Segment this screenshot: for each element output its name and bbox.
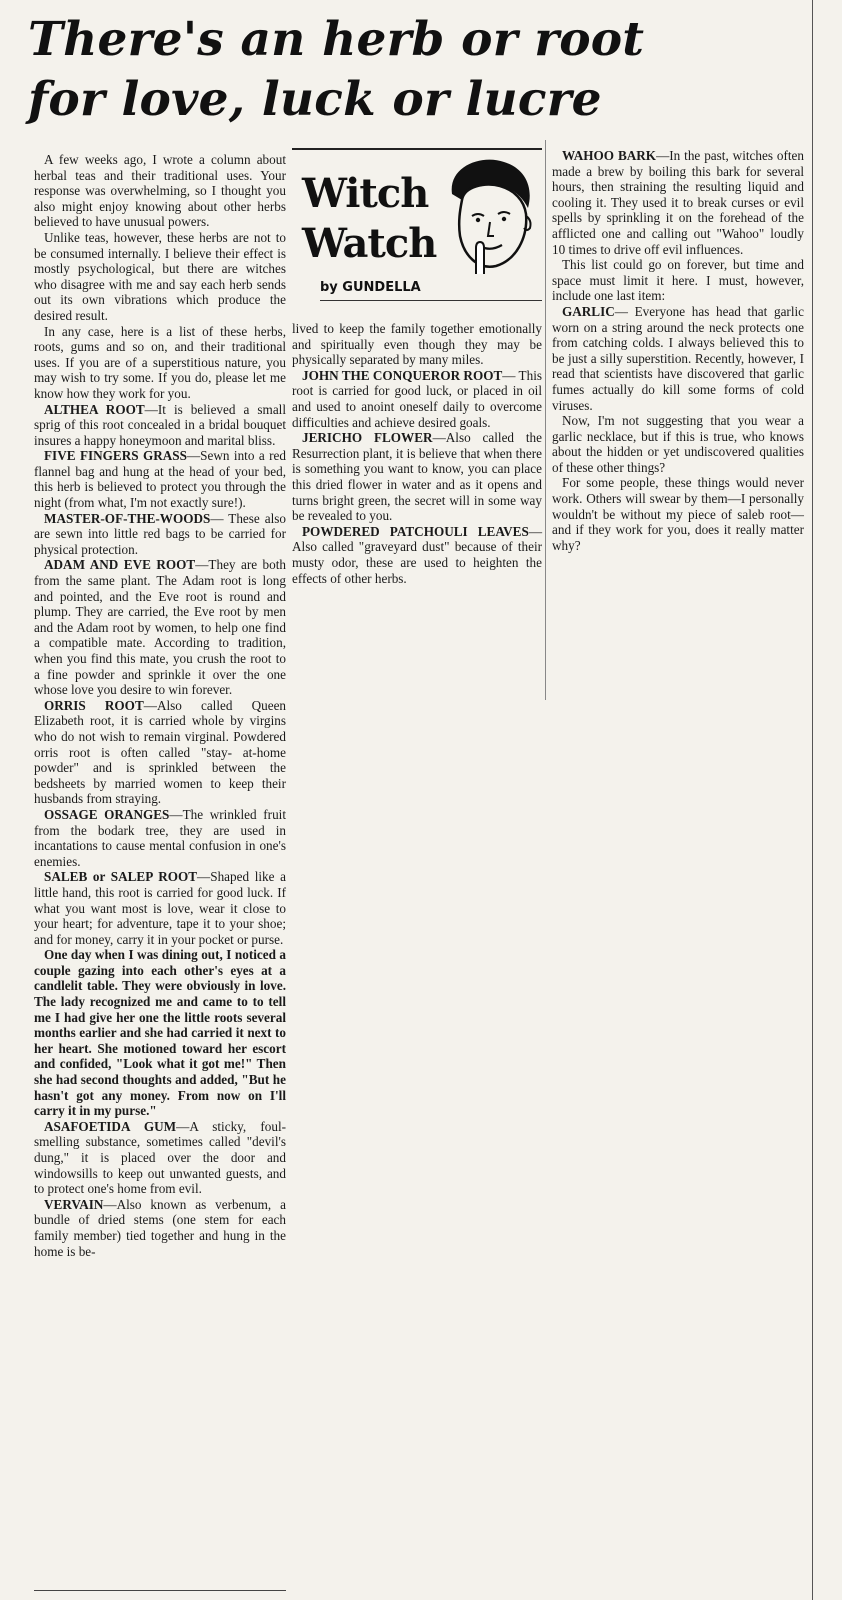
paragraph (34, 557, 286, 697)
paragraph (552, 413, 804, 475)
paragraph (292, 321, 542, 368)
paragraph-text: — Everyone has head that garlic worn on a string around the neck protects one from catching colds. I always believed this to be just a silly superstition. Recently, however, I read that scientists have discovered that garlic fumes actually do kill some forms of cold viruses. (552, 303, 804, 413)
paragraph (292, 524, 542, 586)
entry-heading: GARLIC (562, 303, 615, 319)
article-column-2 (292, 321, 542, 586)
paragraph (34, 947, 286, 1119)
paragraph-text: A few weeks ago, I wrote a column about herbal teas and their traditional uses. Your response was overwhelming, so I thought you also might enjoy knowing about other herbs believed to have unusual powers. (34, 152, 286, 230)
paragraph (34, 807, 286, 869)
entry-heading: POWDERED PATCHOULI LEAVES (302, 523, 529, 539)
paragraph-text: —Also called the Resurrection plant, it is believe that when there is something you want to know, you can place this dried flower in water and as it opens and turns bright green, the secret will in some way be revealed to you. (292, 430, 543, 524)
entry-heading: VERVAIN (44, 1196, 104, 1212)
headline-line-2: for love, luck or lucre (28, 72, 602, 127)
paragraph (552, 304, 804, 413)
logo-byline-rule (320, 300, 542, 301)
paragraph (34, 402, 286, 449)
woman-portrait-icon (442, 156, 537, 276)
entry-heading: JOHN THE CONQUEROR ROOT (302, 367, 503, 383)
paragraph (34, 324, 286, 402)
entry-heading: FIVE FINGERS GRASS (44, 448, 187, 464)
paragraph-text: For some people, these things would never work. Others will swear by them—I personally wouldn't be without my piece of saleb root—and if they work for you, does it really matter why? (552, 475, 804, 553)
paragraph-text: —Also known as verbenum, a bundle of dried stems (one stem for each family member) tied together and hung in the home is be- (34, 1196, 286, 1259)
paragraph (34, 511, 286, 558)
entry-heading: ORRIS ROOT (44, 697, 144, 713)
logo-top-rule (292, 148, 542, 150)
paragraph-text: —They are both from the same plant. The Adam root is long and pointed, and the Eve root is round and plump. They are carried, the Eve root by men and the Adam root by women, to help one find a compatible mate. According to tradition, when you find this mate, you crush the root to a fine powder and sprinkle it over the one whose love you desire to win forever. (34, 557, 287, 698)
paragraph-text: —The wrinkled fruit from the bodark tree, they are used in incantations to cause mental confusion in one's enemies. (34, 806, 286, 869)
entry-heading: WAHOO BARK (562, 148, 657, 163)
entry-heading: ASAFOETIDA GUM (44, 1118, 177, 1134)
paragraph (34, 448, 286, 510)
entry-heading: SALEB or SALEP ROOT (44, 869, 198, 885)
paragraph-text: —A sticky, foul-smelling substance, sometimes called "devil's dung," it is placed over the door and windowsills to keep out unwanted guests, and to protect one's home from evil. (34, 1118, 286, 1197)
headline (28, 10, 788, 130)
paragraph-text: In any case, here is a list of these herbs, roots, gums and so on, and their traditional uses. If you are of a superstitious nature, you may wish to try some. If you do, please let me know how they work for you. (34, 323, 286, 401)
column-end-rule (34, 1590, 286, 1591)
paragraph (34, 152, 286, 230)
entry-heading: ADAM AND EVE ROOT (44, 557, 196, 573)
paragraph (34, 698, 286, 807)
paragraph-text: —Also called "graveyard dust" because of their musty odor, these are used to heighten the effects of other herbs. (292, 523, 542, 586)
entry-heading: MASTER-OF-THE-WOODS (44, 510, 211, 526)
logo-byline: by GUNDELLA (320, 280, 421, 295)
entry-heading: JERICHO FLOWER (302, 430, 433, 446)
paragraph-text: —Sewn into a red flannel bag and hung at the head of your bed, this herb is believed to protect you through the night (from what, I'm not exactly sure!). (34, 448, 286, 511)
paragraph-text: — These also are sewn into little red bags to be carried for physical protection. (34, 510, 286, 557)
right-page-border (812, 0, 813, 1600)
entry-heading: ALTHEA ROOT (44, 401, 145, 417)
paragraph-text: lived to keep the family together emotionally and spiritually even though they may be physically separated by many miles. (292, 321, 542, 368)
article-column-1 (34, 152, 286, 1259)
logo-word-watch: Watch (302, 220, 437, 267)
paragraph-text: One day when I was dining out, I noticed a couple gazing into each other's eyes at a candlelit table. They were obviously in love. The lady recognized me and came to to tell me I had give her one the little roots several months earlier and she had carried it next to her heart. She motioned toward her escort and confided, "Look what it got me!" Then she had second thoughts and added, "But he hasn't got any money. From now on I'll carry it in my purse." (34, 947, 286, 1119)
paragraph-text: Now, I'm not suggesting that you wear a garlic necklace, but if this is true, who knows about the hidden or yet undiscovered qualities of these other things? (552, 413, 804, 475)
paragraph (34, 230, 286, 324)
logo-word-witch: Witch (302, 170, 429, 217)
column-divider-right (545, 140, 546, 700)
entry-heading: OSSAGE ORANGES (44, 806, 170, 822)
paragraph (34, 1197, 286, 1259)
paragraph (552, 148, 804, 257)
column-logo (292, 148, 542, 313)
paragraph-text: — This root is carried for good luck, or placed in oil and used to anoint oneself daily to overcome difficulties and achieve desired goals. (292, 367, 542, 430)
paragraph-text: —Also called Queen Elizabeth root, it is carried whole by virgins who do not wish to remain virginal. Powdered orris root is often called "stay- at-home powder" and is sprinkled between the bedsheets by married women to keep their husbands from straying. (34, 697, 287, 807)
article-column-3 (552, 148, 804, 553)
paragraph-text: —It is believed a small sprig of this root concealed in a bridal bouquet insures a happy honeymoon and marital bliss. (34, 401, 287, 448)
paragraph-text: This list could go on forever, but time and space must limit it here. I must, however, include one last item: (552, 257, 804, 304)
paragraph-text: —In the past, witches often made a brew by boiling this bark for several hours, then straining the resulting liquid and cooling it. They used it to break curses or evil spells by sprinkling it on the forehead of the afflicted one and calling out "Wahoo" loudly 10 times to drive off evil influences. (552, 148, 804, 257)
paragraph (292, 368, 542, 430)
paragraph (34, 869, 286, 947)
paragraph-text: Unlike teas, however, these herbs are not to be consumed internally. I believe their effect is mostly psychological, but there are witches who disagree with me and say each herb sends out its own vibrations which produce the desired result. (34, 229, 286, 323)
paragraph (552, 257, 804, 304)
headline-line-1: There's an herb or root (28, 12, 645, 67)
paragraph (552, 475, 804, 553)
paragraph (34, 1119, 286, 1197)
paragraph-text: —Shaped like a little hand, this root is carried for good luck. If what you want most is love, wear it close to your heart; for adventure, tape it to your shoe; and for money, carry it in your pocket or purse. (34, 869, 286, 947)
paragraph (292, 430, 542, 524)
